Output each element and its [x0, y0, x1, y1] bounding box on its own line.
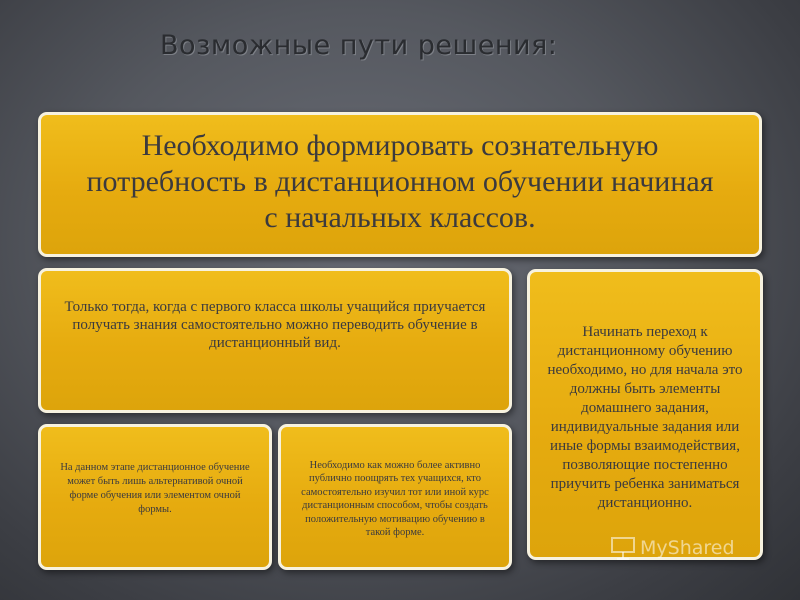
right-column-text: Начинать переход к дистанционному обучению необходимо, но для начала это должны быть элементы домашнего задания, индивидуальные задания или иные формы взаимодействия, позволяющие постепенно приучить ребенка заниматься дистанционно.	[547, 323, 743, 511]
main-statement-box	[38, 112, 762, 257]
middle-statement-box	[38, 268, 512, 413]
presentation-board-icon	[610, 535, 636, 561]
main-statement-text: Необходимо формировать сознательную потребность в дистанционном обучении начиная с начальных классов.	[86, 128, 714, 234]
small-left-box	[38, 424, 272, 570]
small-right-text: Необходимо как можно более активно публично поощрять тех учащихся, кто самостоятельно изучил тот или иной курс дистанционным способом, чтобы создать положительную мотивацию обучению в такой форме.	[301, 459, 489, 538]
small-left-text: На данном этапе дистанционное обучение может быть лишь альтернативой очной форме обучения или элементом очной формы.	[60, 462, 250, 515]
watermark	[610, 535, 735, 561]
middle-statement-text: Только тогда, когда с первого класса школы учащийся приучается получать знания самостоятельно можно переводить обучение в дистанционный вид.	[64, 298, 486, 351]
right-column-box	[527, 269, 763, 560]
watermark-text: MyShared	[640, 537, 735, 559]
slide-title: Возможные пути решения:	[160, 30, 558, 61]
small-right-box	[278, 424, 512, 570]
